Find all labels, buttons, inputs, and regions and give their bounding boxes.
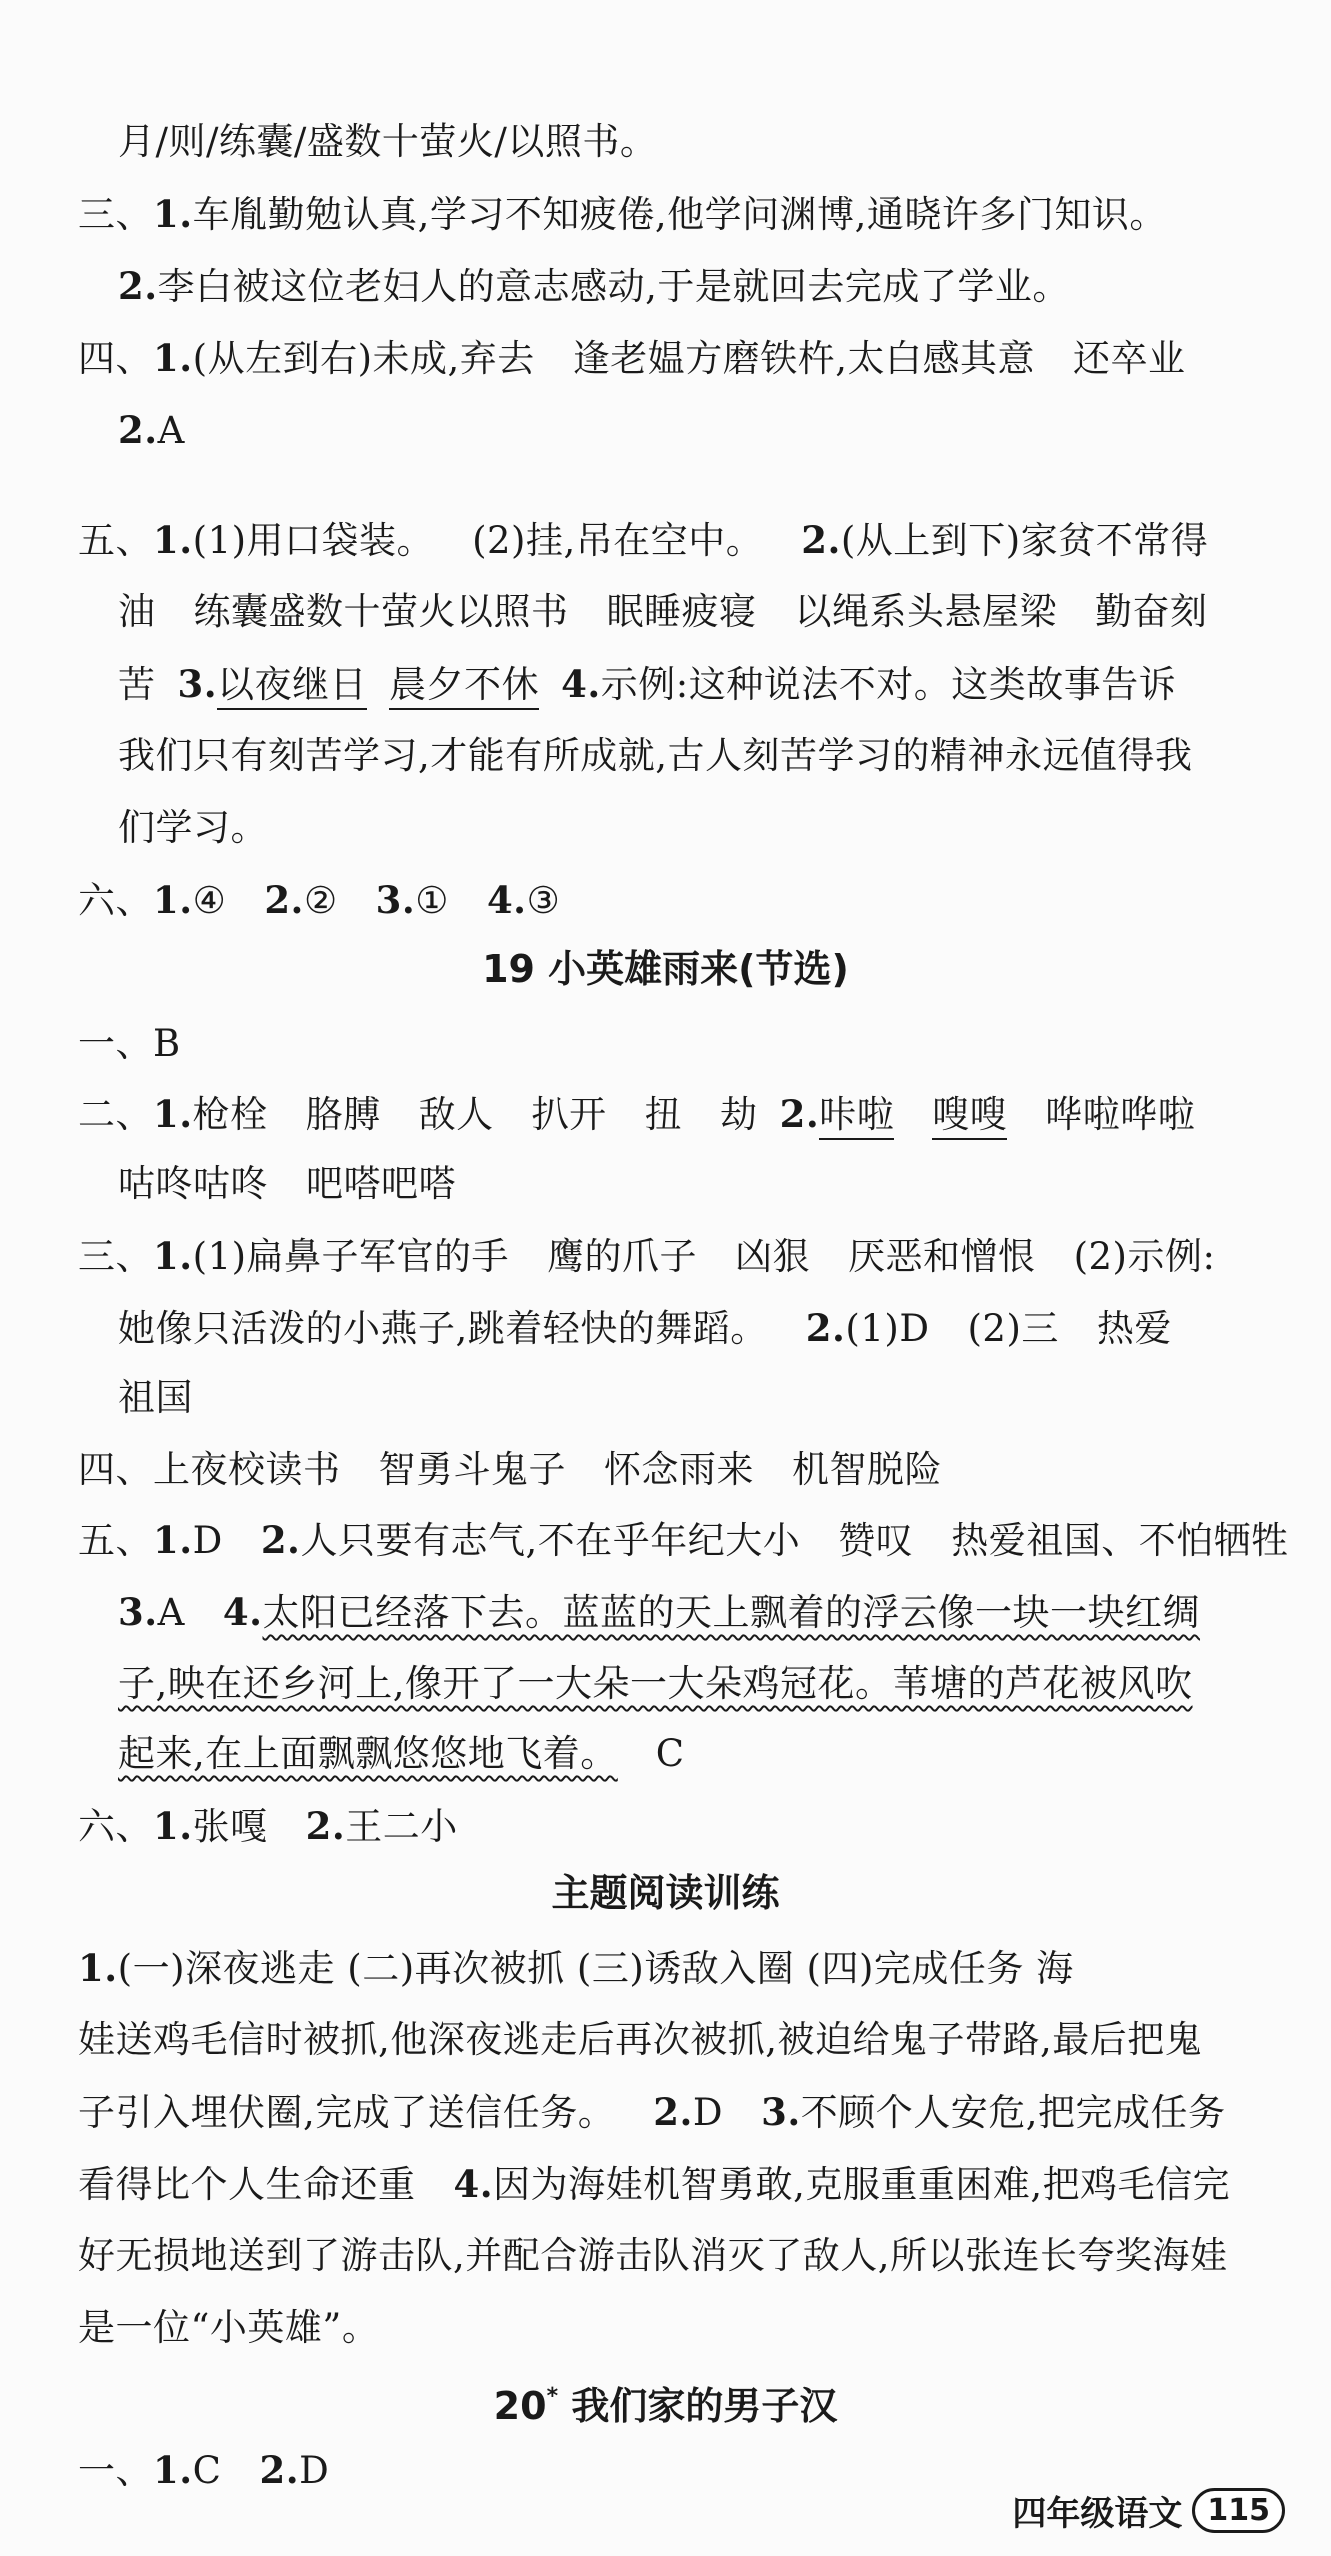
reading-line-2: 娃送鸡毛信时被抓,他深夜逃走后再次被抓,被迫给鬼子带路,最后把鬼 bbox=[78, 2018, 1203, 2061]
section-3-q1: 三、1.车胤勤勉认真,学习不知疲倦,他学问渊博,通晓许多门知识。 bbox=[78, 192, 1167, 236]
lesson-19-section-2-line2: 咕咚咕咚 吧嗒吧嗒 bbox=[118, 1162, 456, 1205]
grade-subject-label: 四年级语文 bbox=[1012, 2494, 1183, 2534]
lesson-19-section-2: 二、1.枪栓 胳膊 敌人 扒开 扭 劫 2.咔啦 嗖嗖 哗啦哗啦 bbox=[78, 1090, 1291, 1139]
section-5-line3: 苦 3.以夜继日 晨夕不休 4.示例:这种说法不对。这类故事告诉 bbox=[118, 660, 1291, 709]
lesson-20-section-1: 一、1.C 2.D bbox=[78, 2448, 330, 2492]
page-footer bbox=[1012, 2486, 1285, 2535]
reading-line-6: 是一位“小英雄”。 bbox=[78, 2306, 380, 2349]
reading-line-3: 子引入埋伏圈,完成了送信任务。 2.D 3.不顾个人安危,把完成任务 bbox=[78, 2090, 1226, 2134]
lesson-19-section-5-line3: 子,映在还乡河上,像开了一大朵一大朵鸡冠花。苇塘的芦花被风吹 bbox=[118, 1662, 1193, 1705]
section-5-line5: 们学习。 bbox=[118, 806, 268, 849]
lesson-19-section-5-line4: 起来,在上面飘飘悠悠地飞着。 C bbox=[118, 1732, 685, 1775]
section-5-q1: 五、1.(1)用口袋装。 (2)挂,吊在空中。 2.(从上到下)家贫不常得 bbox=[78, 518, 1209, 562]
reading-line-5: 好无损地送到了游击队,并配合游击队消灭了敌人,所以张连长夸奖海娃 bbox=[78, 2234, 1228, 2277]
lesson-19-section-3-line3: 祖国 bbox=[118, 1376, 193, 1419]
lesson-19-section-1: 一、B bbox=[78, 1022, 181, 1065]
lesson-19-section-5-line2: 3.A 4.太阳已经落下去。蓝蓝的天上飘着的浮云像一块一块红绸 bbox=[118, 1590, 1201, 1634]
section-4-q2: 2.A bbox=[118, 408, 185, 452]
section-3-q2: 2.李白被这位老妇人的意志感动,于是就回去完成了学业。 bbox=[118, 264, 1070, 308]
lesson-19-section-3: 三、1.(1)扁鼻子军官的手 鹰的爪子 凶狠 厌恶和憎恨 (2)示例: bbox=[78, 1234, 1216, 1278]
lesson-19-section-6: 六、1.张嘎 2.王二小 bbox=[78, 1804, 458, 1848]
lesson-19-section-5: 五、1.D 2.人只要有志气,不在乎年纪大小 赞叹 热爱祖国、不怕牺牲 bbox=[78, 1518, 1289, 1562]
lesson-19-section-3-line2: 她像只活泼的小燕子,跳着轻快的舞蹈。 2.(1)D (2)三 热爱 bbox=[118, 1306, 1172, 1350]
reading-line-1: 1.(一)深夜逃走 (二)再次被抓 (三)诱敌入圈 (四)完成任务 海 bbox=[78, 1946, 1074, 1990]
lesson-20-title: 20* 我们家的男子汉 bbox=[493, 2384, 838, 2428]
lesson-19-title: 19 小英雄雨来(节选) bbox=[482, 947, 849, 991]
section-6: 六、1.④ 2.② 3.① 4.③ bbox=[78, 878, 561, 922]
page-number: 115 bbox=[1192, 2488, 1285, 2533]
section-5-line4: 我们只有刻苦学习,才能有所成就,古人刻苦学习的精神永远值得我 bbox=[118, 734, 1193, 777]
reading-training-title: 主题阅读训练 bbox=[551, 1871, 780, 1915]
text-line: 月/则/练囊/盛数十萤火/以照书。 bbox=[118, 120, 658, 163]
reading-line-4: 看得比个人生命还重 4.因为海娃机智勇敢,克服重重困难,把鸡毛信完 bbox=[78, 2162, 1231, 2206]
section-5-line2: 油 练囊盛数十萤火以照书 眠睡疲寝 以绳系头悬屋梁 勤奋刻 bbox=[118, 590, 1208, 633]
section-4-q1: 四、1.(从左到右)未成,弃去 逢老媪方磨铁杵,太白感其意 还卒业 bbox=[78, 336, 1186, 380]
lesson-19-section-4: 四、上夜校读书 智勇斗鬼子 怀念雨来 机智脱险 bbox=[78, 1448, 942, 1491]
